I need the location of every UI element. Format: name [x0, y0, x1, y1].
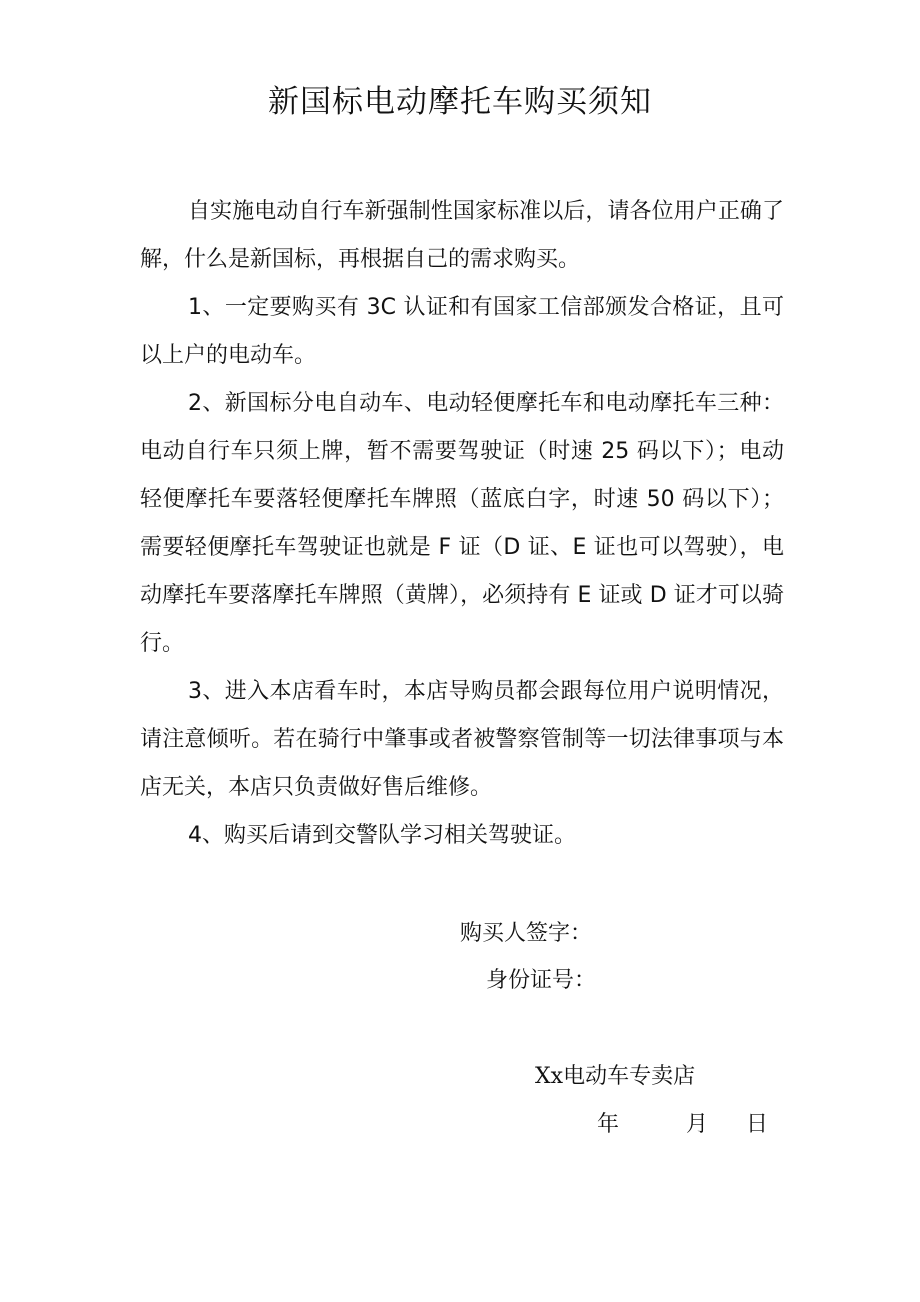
- shop-name: Xx电动车专卖店: [535, 1064, 696, 1089]
- document-title: 新国标电动摩托车购买须知: [268, 84, 652, 120]
- paragraph-intro: 自实施电动自行车新强制性国家标准以后，请各位用户正确了解，什么是新国标，再根据自己的需求购买。: [140, 199, 784, 272]
- document-body: [140, 188, 784, 860]
- paragraph-item-2: 2、新国标分电自动车、电动轻便摩托车和电动摩托车三种：电动自行车只须上牌，暂不需要驾驶证（时速 25 码以下）；电动轻便摩托车要落轻便摩托车牌照（蓝底白字，时速 50 码以下）；需要轻便摩托车驾驶证也就是 F 证（D 证、E 证也可以驾驶），电动摩托车要落摩托车牌照（黄牌），必须持有 E 证或 D 证才可以骑行。: [140, 391, 784, 656]
- paragraph-item-1: 1、一定要购买有 3C 认证和有国家工信部颁发合格证，且可以上户的电动车。: [140, 295, 784, 368]
- date-month-label: 月: [686, 1112, 709, 1137]
- date-year-label: 年: [597, 1112, 620, 1137]
- date-day-label: 日: [746, 1112, 769, 1137]
- paragraph-item-3: 3、进入本店看车时，本店导购员都会跟每位用户说明情况，请注意倾听。若在骑行中肇事或者被警察管制等一切法律事项与本店无关，本店只负责做好售后维修。: [140, 679, 784, 800]
- paragraph-item-4: 4、购买后请到交警队学习相关驾驶证。: [188, 823, 576, 848]
- id-number-label: 身份证号：: [486, 968, 597, 993]
- buyer-signature-label: 购买人签字：: [460, 921, 593, 946]
